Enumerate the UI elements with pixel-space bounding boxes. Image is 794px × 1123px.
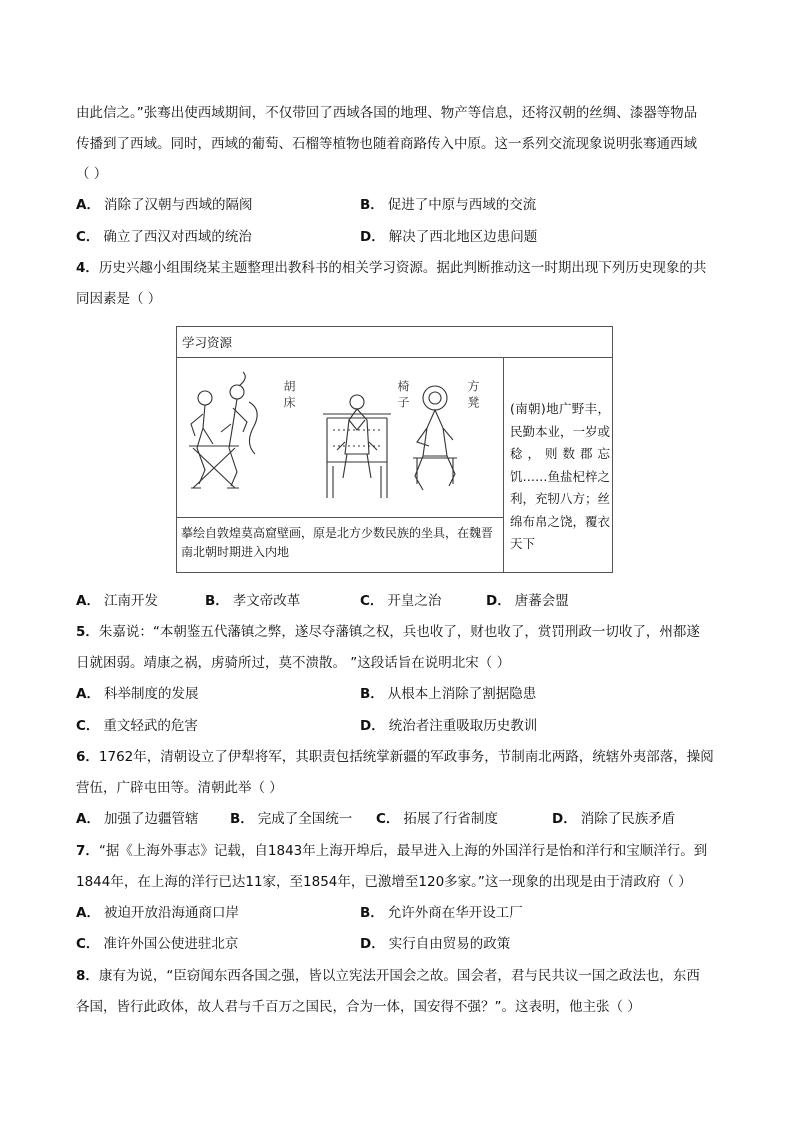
q5-option-d[interactable]: D． 统治者注重吸取历史教训 [360,718,538,734]
q4-stem-line2: 同因素是（ ） [76,291,162,307]
label-huchuang: 胡床 [282,380,296,412]
q5-option-c[interactable]: C． 重文轻武的危害 [76,718,198,734]
q3-option-d[interactable]: D． 解决了西北地区边患问题 [360,229,538,245]
q6-stem-line1: 6．1762年，清朝设立了伊犁将军，其职责包括统掌新疆的军政事务，节制南北两路，统辖外夷部落，操阅 [76,749,714,765]
q7-option-b[interactable]: B． 允许外商在华开设工厂 [360,905,523,921]
q4-option-a[interactable]: A． 江南开发 [76,593,158,609]
table-vertical-divider [503,357,504,573]
q7-option-d[interactable]: D． 实行自由贸易的政策 [360,936,511,952]
q6-option-a[interactable]: A． 加强了边疆管辖 [76,811,199,827]
q3-option-b[interactable]: B． 促进了中原与西域的交流 [360,197,537,213]
q7-option-c[interactable]: C． 准许外国公使进驻北京 [76,936,239,952]
label-fangdeng: 方凳 [466,380,480,412]
q3-stem-line3: （ ） [76,166,108,182]
table-horizontal-divider [177,517,503,518]
q6-option-b[interactable]: B． 完成了全国统一 [230,811,353,827]
q7-stem-line2: 1844年，在上海的洋行已达11家，至1854年，已激增至120多家。”这一现象的出现是由于清政府（ ） [76,874,692,890]
q7-stem-line1: 7．“据《上海外事志》记载，自1843年上海开埠后，最早进入上海的外国洋行是怡和洋行和宝顺洋行。到 [76,843,708,859]
furniture-drawing-icon [177,358,503,517]
q3-option-c[interactable]: C． 确立了西汉对西域的统治 [76,229,252,245]
table-header: 学习资源 [177,327,612,358]
q4-option-c[interactable]: C． 开皇之治 [360,593,442,609]
southern-dynasty-quote: (南朝)地广野丰，民勤本业，一岁或稔，则数郡忘饥……鱼盐杞梓之利，充牣八方；丝绵布帛之饶，覆衣天下 [510,401,611,551]
q7-option-a[interactable]: A． 被迫开放沿海通商口岸 [76,905,239,921]
q3-option-a[interactable]: A． 消除了汉朝与西域的隔阂 [76,197,253,213]
q6-option-d[interactable]: D． 消除了民族矛盾 [552,811,676,827]
q5-option-b[interactable]: B． 从根本上消除了割据隐患 [360,686,537,702]
q4-option-d[interactable]: D． 唐蕃会盟 [486,593,569,609]
q8-stem-line1: 8．康有为说，“臣窃闻东西各国之强，皆以立宪法开国会之故。国会者，君与民共议一国之政法也，东西 [76,968,700,984]
learning-resource-table [176,326,613,573]
q5-stem-line1: 5．朱嘉说：“本朝鉴五代藩镇之弊，遂尽夺藩镇之权，兵也收了，财也收了，赏罚刑政一切收了，州都遂 [76,624,700,640]
q4-stem-line1: 4．历史兴趣小组围绕某主题整理出教科书的相关学习资源。据此判断推动这一时期出现下列历史现象的共 [76,260,707,276]
q5-stem-line2: 日就困弱。靖康之祸，虏骑所过，莫不溃散。 ”这段话旨在说明北宋（ ） [76,655,511,671]
q3-stem-line1: 由此信之。”张骞出使西域期间，不仅带回了西域各国的地理、物产等信息，还将汉朝的丝绸、漆器等物品 [76,105,698,121]
furniture-illustration [177,358,503,517]
q6-stem-line2: 营伍，广辟屯田等。清朝此举（ ） [76,780,283,796]
q8-stem-line2: 各国，皆行此政体，故人君与千百万之国民，合为一体，国安得不强？”。这表明，他主张（ ） [76,999,641,1015]
q6-option-c[interactable]: C． 拓展了行省制度 [376,811,498,827]
q3-stem-line2: 传播到了西域。同时，西域的葡萄、石榴等植物也随着商路传入中原。这一系列交流现象说明张骞通西域 [76,136,697,152]
illustration-caption: 摹绘自敦煌莫高窟壁画，原是北方少数民族的坐具，在魏晋南北朝时期进入内地 [181,526,494,559]
q5-option-a[interactable]: A． 科举制度的发展 [76,686,199,702]
label-yizi: 椅子 [396,380,410,412]
q4-option-b[interactable]: B． 孝文帝改革 [205,593,301,609]
